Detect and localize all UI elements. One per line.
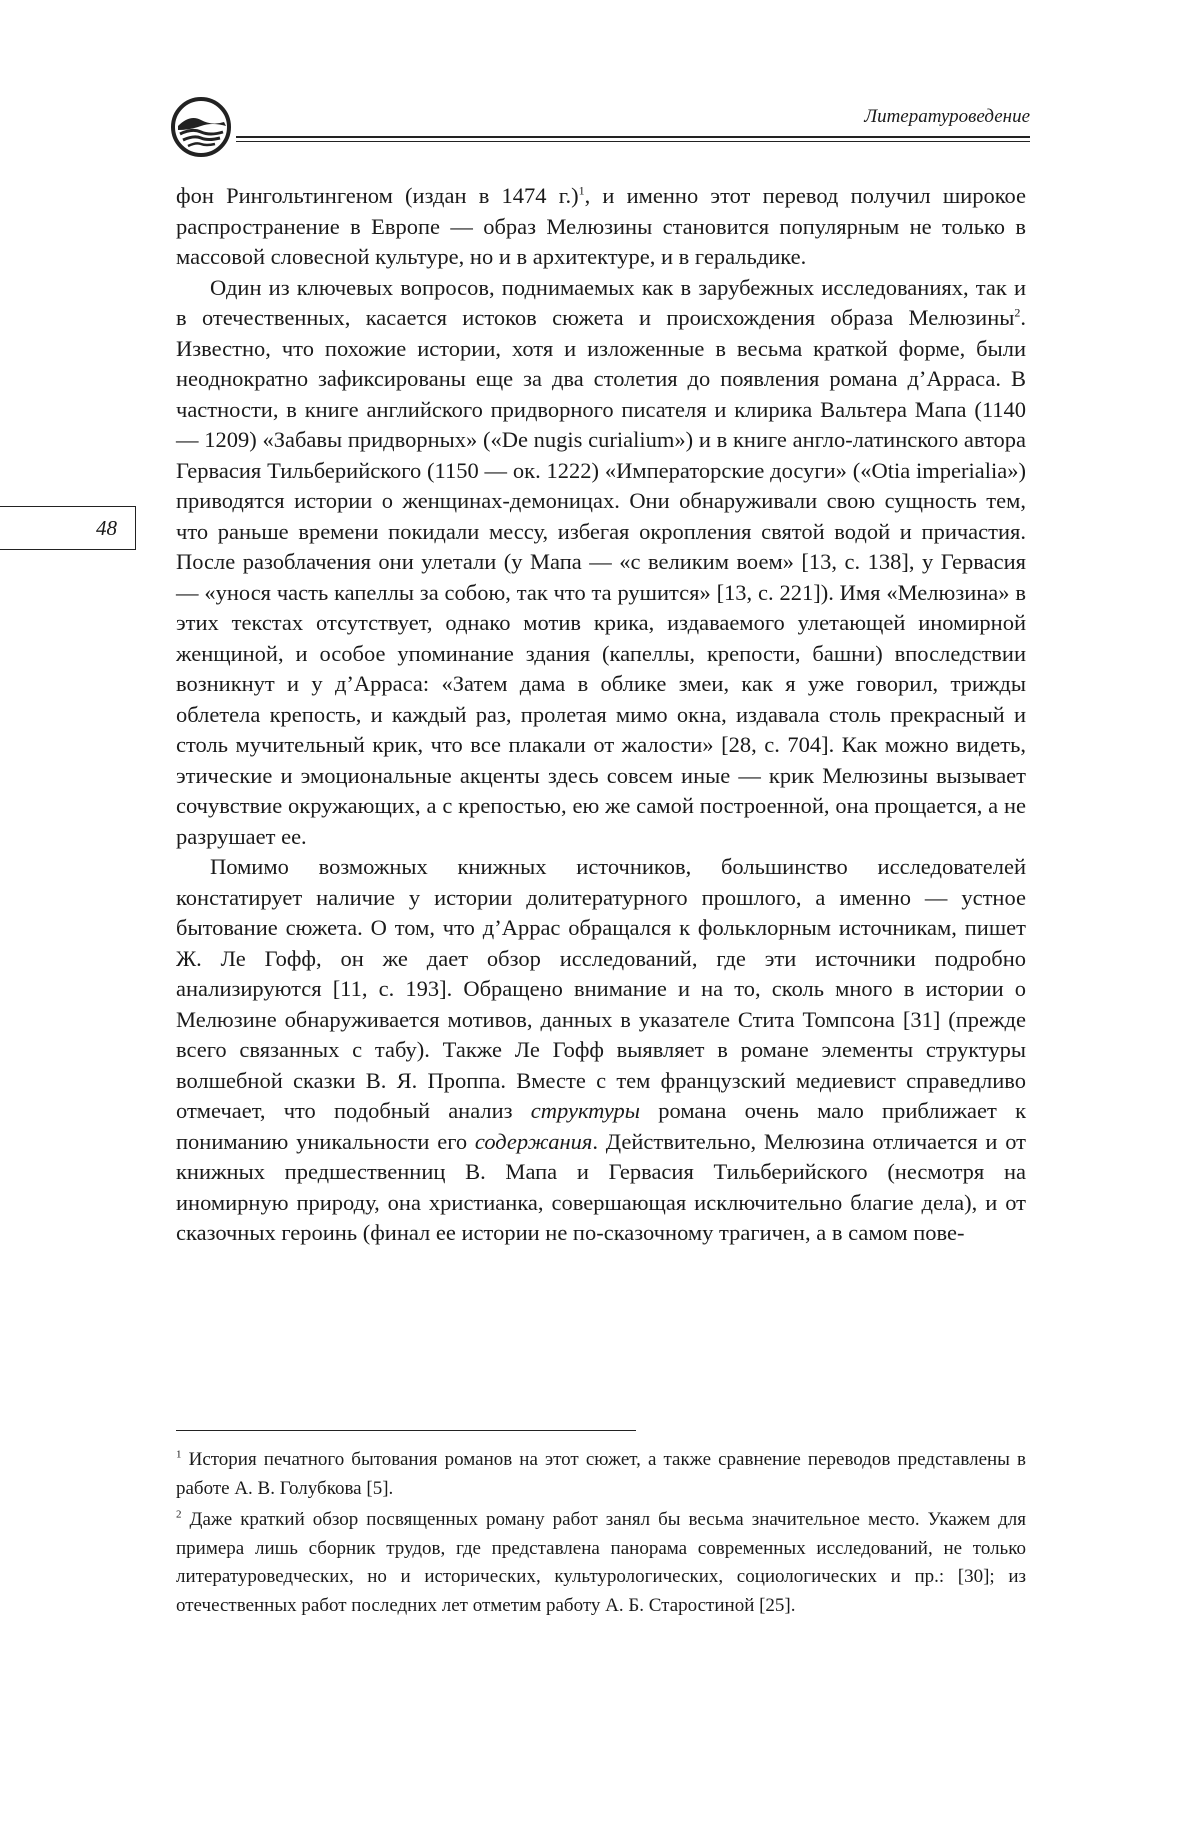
footnote-ref-1[interactable]: 1: [578, 183, 585, 198]
paragraph-2: Один из ключевых вопросов, поднимаемых как в зарубежных исследованиях, так и в отечественных, касается истоков сюжета и происхождения образа Мелюзины$^2$. Известно, что похожие истории, хотя и изложенные в весьма краткой форме, были неоднократно зафиксированы еще за два столетия до появления романа д’Арраса. В частности, в книге английского придворного писателя и клирика Вальтера Мапа (1140 — 1209) «Забавы придворных» («De nugis curialium») и в книге англо-латинского автора Гервасия Тильберийского (1150 — ок. 1222) «Императорские досуги» («Otia imperialia») приводятся истории о женщинах-демоницах. Они обнаруживали свою сущность тем, что раньше времени покидали мессу, избегая окропления святой водой и причастия. После разоблачения они улетали (у Мапа — «с великим воем» [13, с. 138], у Гервасия — «унося часть капеллы за собою, так что та рушится» [13, с. 221]). Имя «Мелюзина» в этих текстах отсутствует, однако мотив крика, издаваемого улетающей иномирной женщиной, и особое упоминание здания (капеллы, крепости, башни) впоследствии возникнут и у д’Арраса: «Затем дама в облике змеи, как я уже говорил, трижды облетела крепость, и каждый раз, пролетая мимо окна, издавала столь прекрасный и столь мучительный крик, что все плакали от жалости» [28, с. 704]. Как можно видеть, этические и эмоциональные акценты здесь совсем иные — крик Мелюзины вызывает сочувствие окружающих, а с крепостью, ею же самой построенной, она прощается, а не разрушает ее.: [176, 274, 1026, 849]
paragraph-3: Помимо возможных книжных источников, большинство исследователей констатирует наличие у истории долитературного прошлого, а именно — устное бытование сюжета. О том, что д’Аррас обращался к фольклорным источникам, пишет Ж. Ле Гофф, он же дает обзор исследований, где эти источники подробно анализируются [11, с. 193]. Обращено внимание и на то, сколь много в истории о Мелюзине обнаруживается мотивов, данных в указателе Стита Томпсона [31] (прежде всего связанных с табу). Также Ле Гофф выявляет в романе элементы структуры волшебной сказки В. Я. Проппа. Вместе с тем французский медиевист справедливо отмечает, что подобный анализ структуры романа очень мало приближает к пониманию уникальности его содержания. Действительно, Мелюзина отличается и от книжных предшественниц В. Мапа и Гервасия Тильберийского (несмотря на иномирную природу, она христианка, совершающая исключительно благие дела), и от сказочных героинь (финал ее истории не по-сказочному трагичен, а в самом пове-: [176, 854, 1026, 1245]
footnote-ref-2[interactable]: 2: [1014, 305, 1021, 320]
main-text: [176, 181, 1026, 1249]
footnote-1: [176, 1446, 1026, 1503]
footnote-separator: [176, 1430, 636, 1431]
footnote-2: [176, 1506, 1026, 1620]
header-rule-thin: [236, 141, 1030, 142]
page-header: [170, 96, 1030, 166]
page-number: 48: [96, 516, 117, 540]
running-title: Литературоведение: [864, 106, 1030, 127]
footnote-text: История печатного бытования романов на этот сюжет, а также сравнение переводов представлены в работе А. В. Голубкова [5].: [176, 1449, 1027, 1499]
footnote-text: Даже краткий обзор посвященных роману работ занял бы весьма значительное место. Укажем для примера лишь сборник трудов, где представлена панорама современных исследований, не только литературоведческих, но и исторических, культурологических, социологических и пр.: [30]; из отечественных работ последних лет отметим работу А. Б. Старостиной [25].: [176, 1509, 1027, 1616]
footnotes: [176, 1446, 1026, 1623]
journal-logo-icon: [170, 96, 232, 158]
footnote-number: 2: [176, 1508, 182, 1521]
emphasis-structure: структуры: [530, 1098, 641, 1123]
footnote-number: 1: [176, 1448, 182, 1461]
emphasis-content: содержания: [474, 1128, 593, 1154]
header-rule-thick: [236, 136, 1030, 138]
paragraph-1: фон Рингольтингеном (издан в 1474 г.)$^1$, и именно этот перевод получил широкое распространение в Европе — образ Мелюзины становится популярным не только в массовой словесной культуре, но и в архитектуре, и в геральдике.: [176, 183, 1026, 269]
page-number-tab: [0, 506, 136, 550]
